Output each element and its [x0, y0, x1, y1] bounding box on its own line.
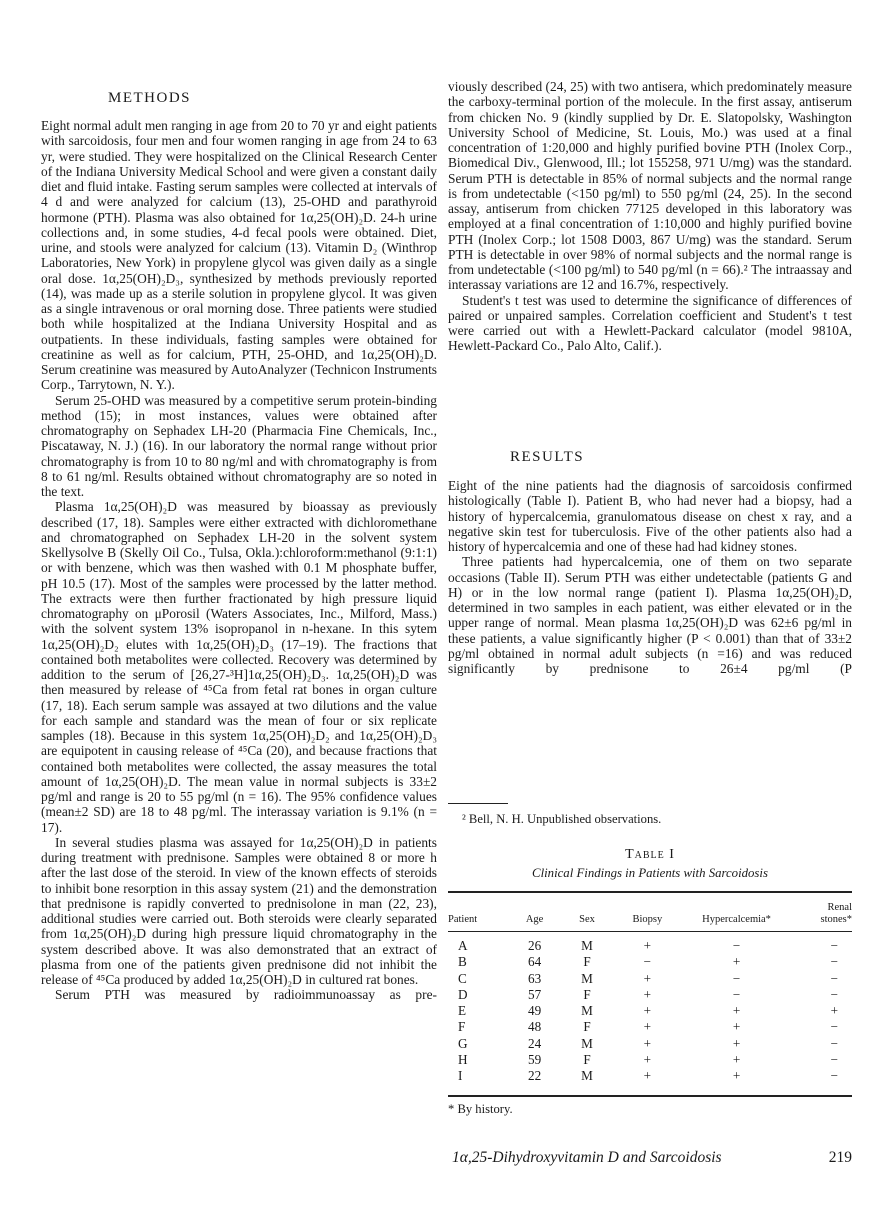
table-row: [448, 1068, 852, 1084]
table-cell: −: [830, 1035, 838, 1051]
table-cell: +: [732, 954, 741, 970]
table-cell: +: [643, 938, 652, 953]
methods-paragraph: Student's t test was used to determine the significance of differences of paired or unpaired samples. Correlation coefficient and Student's t test were carried out with a Hewlett-Packard calculator (model 9810A, Hewlett-Packard Co., Palo Alto, Calif.).: [448, 292, 852, 354]
methods-paragraph: Plasma 1α,25(OH)₂D was measured by bioassay as previously described (17, 18). Samples were either extracted with dichloromethane and chromatographed on Sephadex LH-20 in the solvent system Skellysolve B (Skelly Oil Co., Tulsa, Okla.):chloroform:methanol (9:1:1) or with benzene, which was then washed with 0.1 M phosphate buffer, pH 10.5 (17). Most of the samples were processed by the latter method. The extracts were then further fractionated by high pressure liquid chromatography on μPorosil (Waters Associates, Inc., Milford, Mass.) with the solvent system 13% isopropanol in n-hexane. In this sytem 1α,25(OH)₂D₂ elutes with 1α,25(OH)₂D₃ (17–19). The fractions that contained both metabolites were collected. Recovery was determined by addition to the serum of [26,27-³H]1α,25(OH)₂D₃. 1α,25(OH)₂D was then measured by release of ⁴⁵Ca from fetal rat bones in organ culture (17, 18). Each serum sample was assayed at two dilutions and the value for each sample and standard was the mean of four or six replicate samples (18). Because in this system 1α,25(OH)₂D₂ and 1α,25(OH)₂D₃ are equipotent in causing release of ⁴⁵Ca (20), and because fractions that contained both metabolites were collected, the assay measures the total amount of 1α,25(OH)₂D. The mean value in normal subjects is 33±2 pg/ml and range is 20 to 55 pg/ml (n = 16). The 95% confidence values (mean±2 SD) are 18 to 48 pg/ml. The interassay variation is 9.1% (n = 17).: [41, 499, 437, 835]
table-cell: I: [458, 1068, 463, 1084]
table-cell: F: [583, 1019, 591, 1035]
table-footnote: * By history.: [448, 1102, 513, 1116]
column-header: Hypercalcemia*: [679, 893, 794, 932]
running-title: 1α,25-Dihydroxyvitamin D and Sarcoidosis: [452, 1149, 722, 1166]
methods-paragraph: In several studies plasma was assayed for 1α,25(OH)₂D in patients during treatment with prednisone. Samples were obtained 8 or more h after the last dose of the steroid. In view of the known effects of steroids to inhibit bone resorption in this assay system (21) and the demonstration that prednisone is rapidly converted to prednisolone in man (22, 23), additional studies were carried out. Both steroids were clearly separated from 1α,25(OH)₂D during high pressure liquid chromatography in the system described above. It was also demonstrated that an extract of plasma from one of the patients given prednisone did not inhibit the release of ⁴⁵Ca produced by added 1α,25(OH)₂D in cultured rat bones.: [41, 834, 437, 987]
table-header-row: [448, 893, 852, 932]
column-header: Age: [511, 893, 558, 932]
methods-paragraph: Eight normal adult men ranging in age from 20 to 70 yr and eight patients with sarcoidosis, four men and four women ranging in age from 24 to 63 yr, were studied. They were hospitalized on the Clinical Research Center of the Indiana University Medical School and were given a constant daily diet and fluid intake. Fasting serum samples were collected at intervals of 4 d and were analyzed for calcium (13), 25-OHD and parathyroid hormone (PTH). Plasma was also obtained for 1α,25(OH)₂D. 24-h urine collections and, in some studies, 4-d fecal pools were obtained. Diet, urine, and stools were analyzed for calcium (13). Vitamin D₂ (Winthrop Laboratories, New York) in propylene glycol was given daily as a single oral dose. 1α,25(OH)₂D₃, synthesized by methods previously reported (14), was made up as a sterile solution in propylene glycol. It was given as a single intravenous or oral morning dose. Three patients were studied both while hospitalized at the Indiana University Hospital and as outpatients. In these individuals, fasting samples were obtained for creatinine as well as for calcium, PTH, 25-OHD, and 1α,25(OH)₂D. Serum creatinine was measured by AutoAnalyzer (Technicon Instruments Corp., Tarrytown, N. Y.).: [41, 118, 437, 393]
table-cell: 24: [527, 1035, 542, 1051]
table-row: [448, 954, 852, 970]
table-row: [448, 987, 852, 1003]
page-footer: [452, 1149, 852, 1167]
results-body: [448, 478, 852, 676]
table-cell: E: [458, 1003, 467, 1019]
footnote-rule: [448, 803, 508, 804]
table-cell: H: [458, 1052, 468, 1068]
table-cell: 49: [527, 1003, 542, 1019]
table-cell: +: [732, 1003, 741, 1019]
table-cell: +: [643, 1019, 652, 1035]
table-row: [448, 1019, 852, 1035]
table-cell: −: [732, 986, 741, 1002]
table-row: [448, 932, 852, 955]
table-row: [448, 971, 852, 987]
table-cell: 57: [527, 986, 542, 1002]
results-paragraph: Eight of the nine patients had the diagnosis of sarcoidosis confirmed histologically (Table I). Patient B, who had never had a biopsy, had a history of hypercalcemia, granulomatous disease on chest x ray, and a negative skin test for tuberculosis. Five of the other patients also had a history of hypercalcemia and one of these had had kidney stones.: [448, 478, 852, 554]
table-cell: F: [583, 1052, 591, 1068]
table-cell: +: [732, 1019, 741, 1035]
table-cell: C: [458, 970, 467, 986]
table-cell: 26: [527, 938, 542, 953]
table-cell: +: [643, 1035, 652, 1051]
table-row: [448, 1036, 852, 1052]
table-cell: +: [732, 1035, 741, 1051]
table-cell: −: [830, 1019, 838, 1035]
table-cell: +: [643, 1052, 652, 1068]
methods-paragraph: viously described (24, 25) with two antisera, which predominately measure the carboxy-terminal portion of the molecule. In the first assay, antiserum from chicken No. 9 (kindly supplied by Dr. E. Slatopolsky, Washington University School of Medicine, St. Louis, Mo.) was used at a final concentration of 1:20,000 and highly purified bovine PTH (Inolex Corp., Biomedical Div., Glenwood, Ill.; lot 155258, 971 U/mg) was the standard. Serum PTH is detectable in 85% of normal subjects and the normal range is from undetectable (<150 pg/ml) to 550 pg/ml (24, 25). In the second assay, antiserum from chicken 77125 developed in this laboratory was employed at a final concentration of 1:10,000 and highly purified bovine PTH (Inolex Corp.; lot 1508 D003, 867 U/mg) was the standard. Serum PTH is detectable in over 98% of normal subjects and the normal range is from undetectable (<100 pg/ml) to 540 pg/ml (n = 66).² The intraassay and interassay variations are 12 and 16.7%, respectively.: [448, 79, 852, 293]
table-bottom-rule: [448, 1095, 852, 1097]
table-cell: +: [732, 1052, 741, 1068]
results-heading: RESULTS: [510, 449, 585, 465]
table-cell: −: [830, 1068, 838, 1084]
table-cell: D: [458, 986, 468, 1002]
table-cell: M: [581, 938, 593, 953]
column-header: Patient: [448, 893, 511, 932]
table-cell: F: [583, 986, 591, 1002]
left-column: [41, 118, 437, 1003]
table-cell: −: [732, 970, 741, 986]
table-cell: −: [830, 986, 838, 1002]
table-cell: 63: [527, 970, 542, 986]
table-cell: +: [643, 986, 652, 1002]
table-cell: 48: [527, 1019, 542, 1035]
right-column: [448, 79, 852, 354]
table-cell: −: [830, 954, 838, 970]
table-cell: F: [458, 1019, 466, 1035]
table-cell: +: [643, 1068, 652, 1084]
table-cell: +: [732, 1068, 741, 1084]
table-cell: −: [830, 1052, 838, 1068]
table-cell: −: [732, 938, 741, 953]
table-cell: +: [830, 1003, 838, 1019]
table-row: [448, 1003, 852, 1019]
table-cell: B: [458, 954, 467, 970]
table-cell: A: [458, 938, 468, 953]
table-cell: M: [581, 1035, 593, 1051]
table-cell: +: [643, 1003, 652, 1019]
column-header: Renal stones*: [794, 893, 852, 932]
methods-heading: METHODS: [108, 90, 192, 106]
page-number: 219: [828, 1149, 852, 1166]
table-cell: M: [581, 970, 593, 986]
table-cell: G: [458, 1035, 468, 1051]
table-cell: −: [830, 970, 838, 986]
table-row: [448, 1052, 852, 1068]
table-subtitle: Clinical Findings in Patients with Sarcoidosis: [532, 866, 768, 880]
table-cell: M: [581, 1068, 593, 1084]
table-cell: 59: [527, 1052, 542, 1068]
methods-paragraph: Serum PTH was measured by radioimmunoassay as pre-: [55, 987, 437, 1003]
results-paragraph: Three patients had hypercalcemia, one of them on two separate occasions (Table II). Serum PTH was either undetectable (patients G and H) or in the low normal range (patient I). Plasma 1α,25(OH)₂D, determined in two samples in each patient, was either elevated or in the upper range of normal. Mean plasma 1α,25(OH)₂D was 62±6 pg/ml in these patients, a value significantly higher (P < 0.001) than that of 33±2 pg/ml obtained in normal adult subjects (n =16) and was reduced significantly by prednisone to 26±4 pg/ml (P: [448, 554, 852, 676]
column-header: Sex: [558, 893, 616, 932]
table-cell: −: [830, 938, 838, 953]
table-cell: 64: [527, 954, 542, 970]
clinical-findings-table: [448, 893, 852, 1085]
table-cell: −: [643, 954, 652, 970]
table-cell: M: [581, 1003, 593, 1019]
table-cell: +: [643, 970, 652, 986]
column-header: Biopsy: [616, 893, 679, 932]
table-cell: 22: [527, 1068, 542, 1084]
table-title: Table I: [625, 847, 675, 862]
footnote: ² Bell, N. H. Unpublished observations.: [462, 812, 662, 826]
methods-paragraph: Serum 25-OHD was measured by a competitive serum protein-binding method (15); in most instances, values were obtained after chromatography on Sephadex LH-20 (Pharmacia Fine Chemicals, Inc., Piscataway, N. J.) (16). In our laboratory the normal range without prior chromatography is from 10 to 80 ng/ml and with chromatography is from 8 to 61 ng/ml. Results obtained without chromatography are so noted in the text.: [41, 392, 437, 499]
table-cell: F: [583, 954, 591, 970]
